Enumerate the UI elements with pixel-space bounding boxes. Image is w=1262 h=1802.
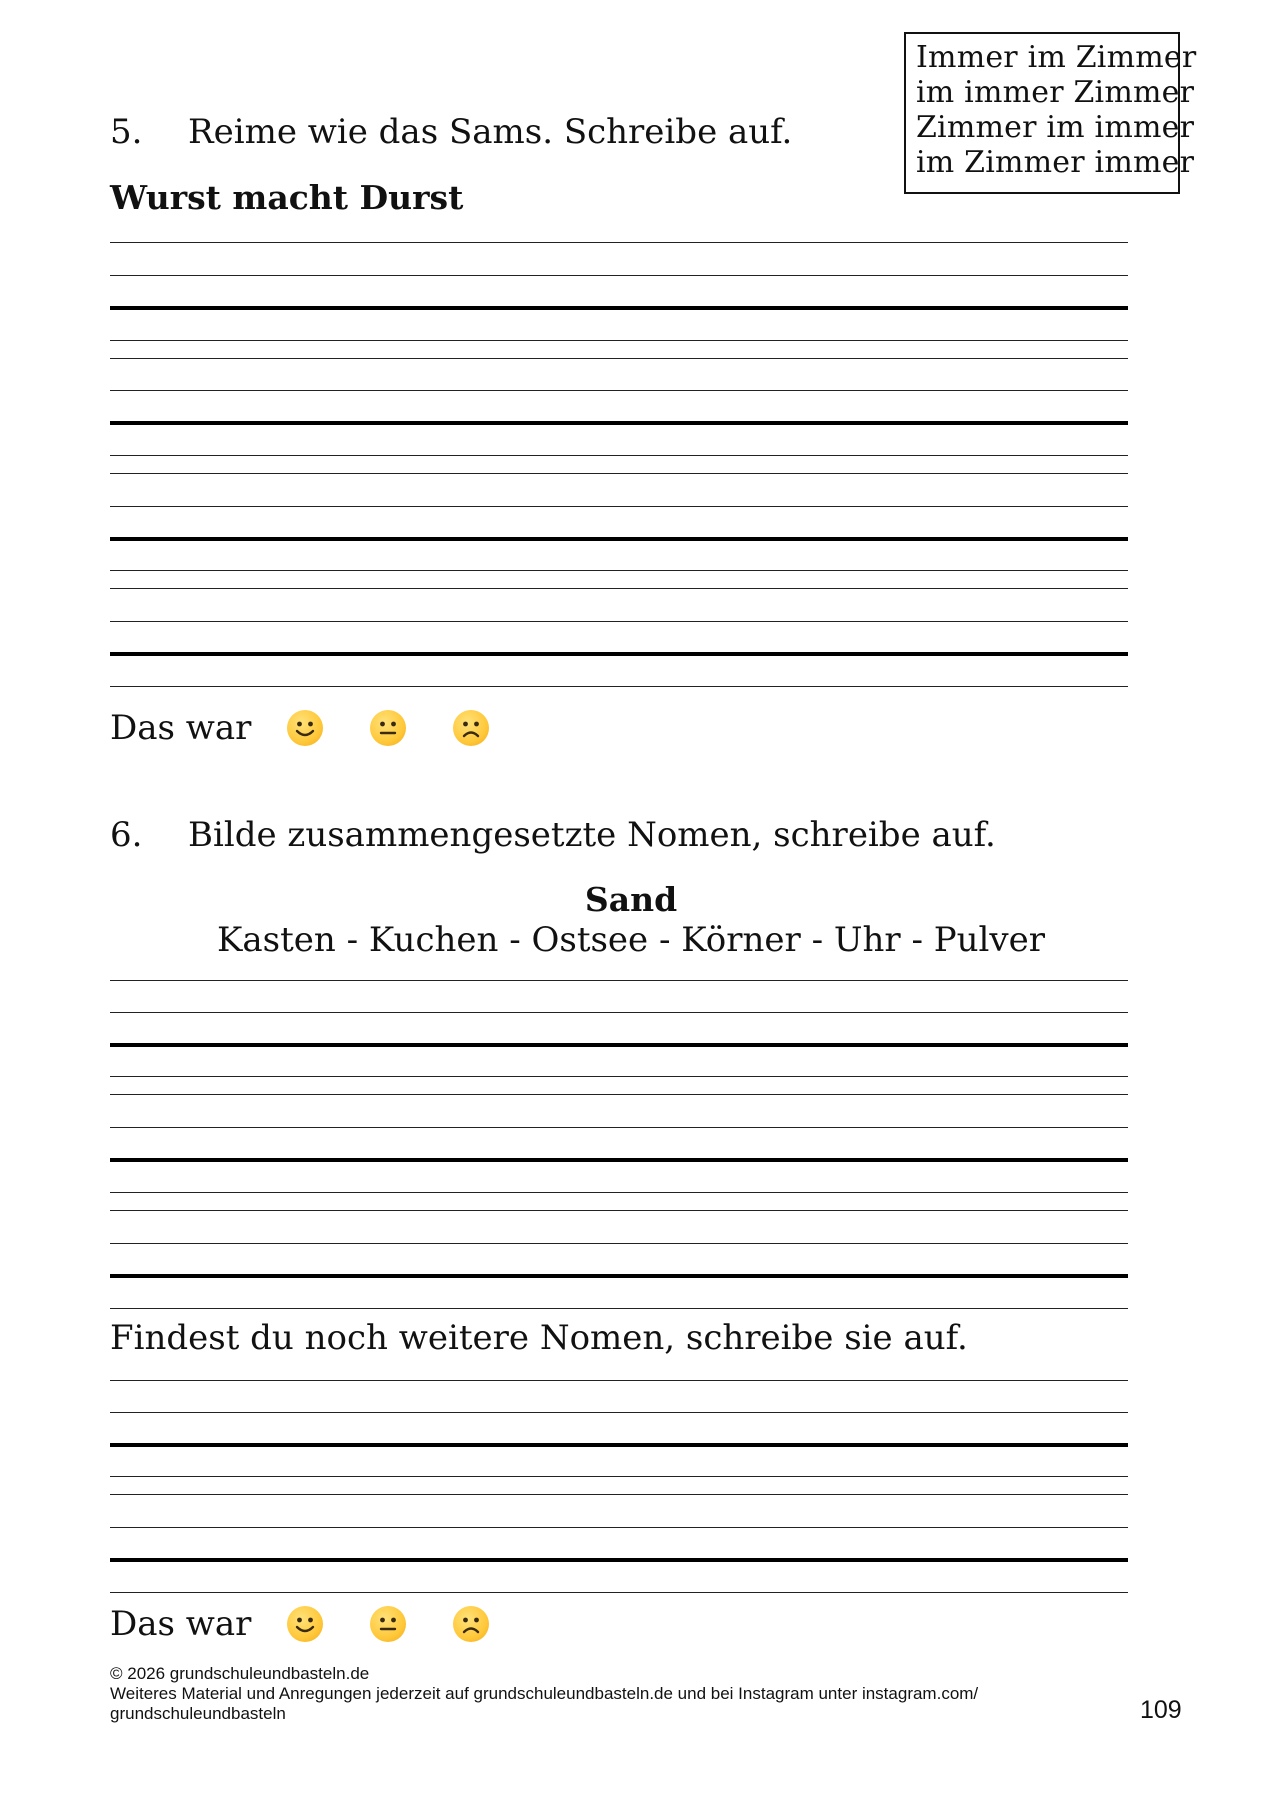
task6-followup: Findest du noch weitere Nomen, schreibe sie auf. xyxy=(110,1318,968,1358)
task6-instruction: Bilde zusammengesetzte Nomen, schreibe auf. xyxy=(188,815,996,855)
task5-instruction: Reime wie das Sams. Schreibe auf. xyxy=(188,112,793,152)
rhyme-line: im Zimmer immer xyxy=(916,145,1195,180)
happy-face-icon[interactable] xyxy=(287,1606,323,1642)
rhyme-line: Zimmer im immer xyxy=(916,110,1195,145)
task5-example: Wurst macht Durst xyxy=(110,178,464,217)
rating-label: Das war xyxy=(110,708,252,748)
rhyme-box xyxy=(904,32,1197,194)
task6-parts: Kasten - Kuchen - Ostsee - Körner - Uhr - Pulver xyxy=(216,920,1046,960)
happy-face-icon[interactable] xyxy=(287,710,323,746)
rhyme-line: Immer im Zimmer xyxy=(916,40,1197,75)
sad-face-icon[interactable] xyxy=(453,1606,489,1642)
task6-number: 6. xyxy=(110,815,143,855)
footer xyxy=(110,1664,978,1724)
rhyme-line: im immer Zimmer xyxy=(916,75,1195,110)
page-number: 109 xyxy=(1140,1696,1182,1724)
rating-row xyxy=(110,1604,536,1644)
footer-copyright: © 2026 grundschuleundbasteln.de xyxy=(110,1664,370,1683)
sad-face-icon[interactable] xyxy=(453,710,489,746)
task5-number: 5. xyxy=(110,112,143,152)
neutral-face-icon[interactable] xyxy=(370,710,406,746)
footer-note: grundschuleundbasteln xyxy=(110,1704,286,1723)
rating-label: Das war xyxy=(110,1604,252,1644)
neutral-face-icon[interactable] xyxy=(370,1606,406,1642)
footer-note: Weiteres Material und Anregungen jederzeit auf grundschuleundbasteln.de und bei Instagram unter instagram.com/ xyxy=(110,1684,979,1703)
task6-word: Sand xyxy=(584,880,678,919)
rating-row xyxy=(110,708,536,748)
